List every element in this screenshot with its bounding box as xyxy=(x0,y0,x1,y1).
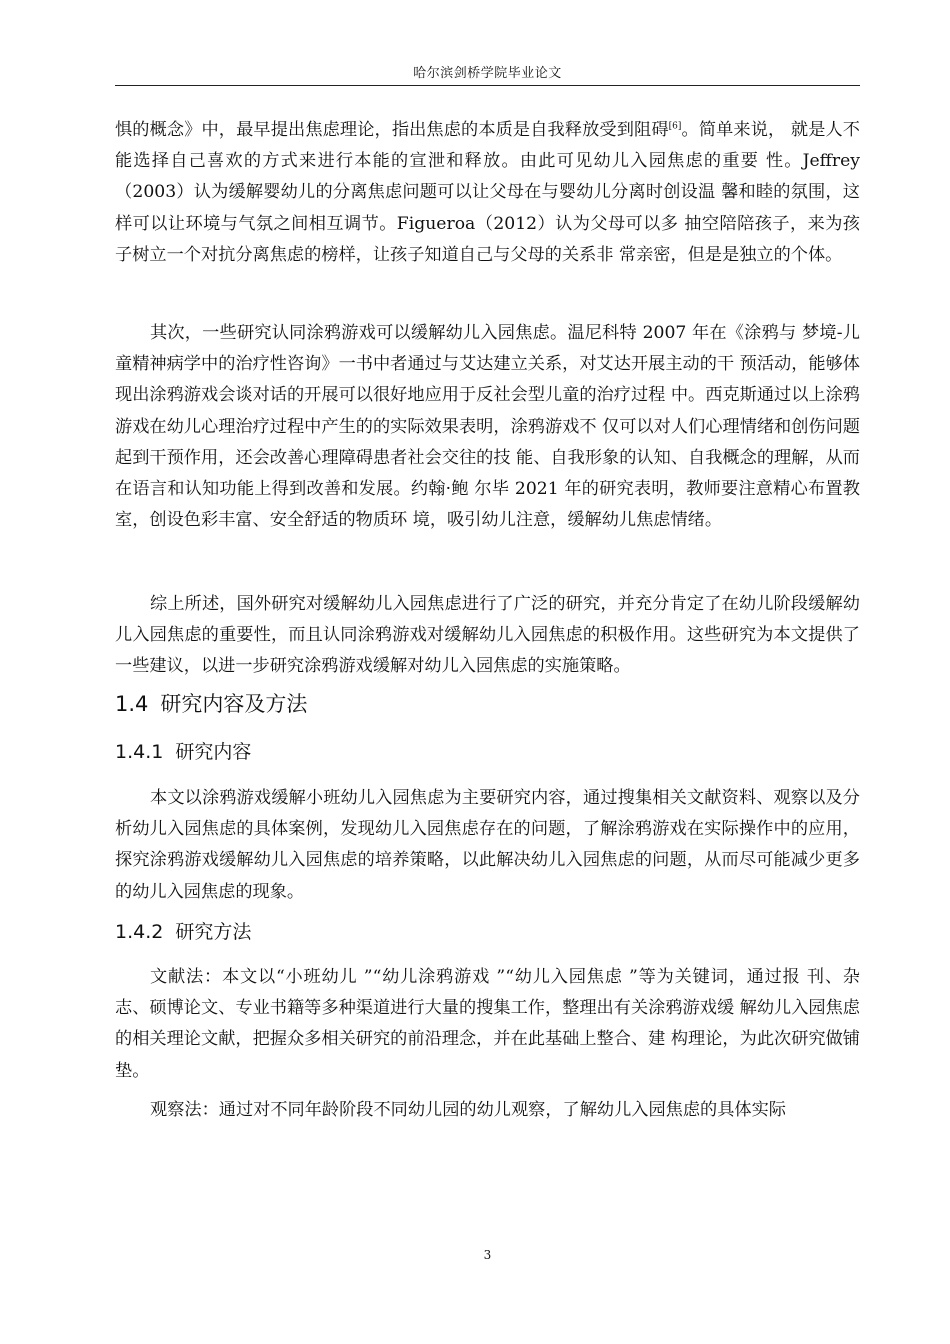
page-number: 3 xyxy=(483,1248,492,1262)
paragraph-text: 。简单来说， 就是人不能选择自己喜欢的方式来进行本能的宣泄和释放。由此可见幼儿入园焦虑的重要 性。Jeffrey（2003）认为缓解婴幼儿的分离焦虑问题可以让父母在与婴幼儿分离时创设温 馨和睦的氛围，这样可以让环境与气氛之间相互调节。Figueroa（2012）认为父母可以多 抽空陪陪孩子，来为孩子树立一个对抗分离焦虑的榜样，让孩子知道自己与父母的关系非 常亲密，但是是独立的个体。 xyxy=(115,120,860,265)
paragraph-summary: 综上所述，国外研究对缓解幼儿入园焦虑进行了广泛的研究，并充分肯定了在幼儿阶段缓解幼儿入园焦虑的重要性，而且认同涂鸦游戏对缓解幼儿入园焦虑的积极作用。这些研究为本文提供了一些建议，以进一步研究涂鸦游戏缓解对幼儿入园焦虑的实施策略。 xyxy=(115,594,860,677)
paragraph-research-content: 本文以涂鸦游戏缓解小班幼儿入园焦虑为主要研究内容，通过搜集相关文献资料、观察以及分析幼儿入园焦虑的具体案例，发现幼儿入园焦虑存在的问题，了解涂鸦游戏在实际操作中的应用，探究涂鸦游戏缓解幼儿入园焦虑的培养策略，以此解决幼儿入园焦虑的问题，从而尽可能减少更多的幼儿入园焦虑的现象。 xyxy=(115,788,860,902)
paragraph-foreign-research-continued xyxy=(115,115,860,271)
paragraph-text: 惧的概念》中，最早提出焦虑理论，指出焦虑的本质是自我释放受到阻碍 xyxy=(115,120,669,140)
paragraph-observation-method: 观察法：通过对不同年龄阶段不同幼儿园的幼儿观察，了解幼儿入园焦虑的具体实际 xyxy=(150,1100,786,1120)
section-title: 研究方法 xyxy=(175,921,252,943)
header-divider xyxy=(115,85,860,86)
section-title: 研究内容及方法 xyxy=(160,692,308,716)
running-header: 哈尔滨剑桥学院毕业论文 xyxy=(413,66,562,81)
section-heading-1-4-1 xyxy=(115,739,251,765)
section-heading-1-4-2 xyxy=(115,919,251,945)
section-heading-1-4 xyxy=(115,690,307,718)
section-number: 1.4 xyxy=(115,692,149,716)
paragraph-literature-method: 文献法：本文以“小班幼儿 ”“幼儿涂鸦游戏 ”“幼儿入园焦虑 ”等为关键词，通过报 刊、杂志、硕博论文、专业书籍等多种渠道进行大量的搜集工作，整理出有关涂鸦游戏缓 解幼儿入园焦虑的相关理论文献，把握众多相关研究的前沿理念，并在此基础上整合、建 构理论，为此次研究做铺垫。 xyxy=(115,967,860,1081)
paragraph-scribble-game-research: 其次，一些研究认同涂鸦游戏可以缓解幼儿入园焦虑。温尼科特 2007 年在《涂鸦与 梦境-儿童精神病学中的治疗性咨询》一书中者通过与艾达建立关系，对艾达开展主动的干 预活动，能够体现出涂鸦游戏会谈对话的开展可以很好地应用于反社会型儿童的治疗过程 中。西克斯通过以上涂鸦游戏在幼儿心理治疗过程中产生的的实际效果表明，涂鸦游戏不 仅可以对人们心理情绪和创伤问题起到干预作用，还会改善心理障碍患者社会交往的技 能、自我形象的认知、自我概念的理解，从而在语言和认知功能上得到改善和发展。约翰·鲍 尔毕 2021 年的研究表明，教师要注意精心布置教室，创设色彩丰富、安全舒适的物质环 境，吸引幼儿注意，缓解幼儿焦虑情绪。 xyxy=(115,323,860,531)
section-number: 1.4.1 xyxy=(115,741,164,763)
section-title: 研究内容 xyxy=(175,741,252,763)
citation-marker[interactable]: [6] xyxy=(668,121,682,132)
section-number: 1.4.2 xyxy=(115,921,164,943)
